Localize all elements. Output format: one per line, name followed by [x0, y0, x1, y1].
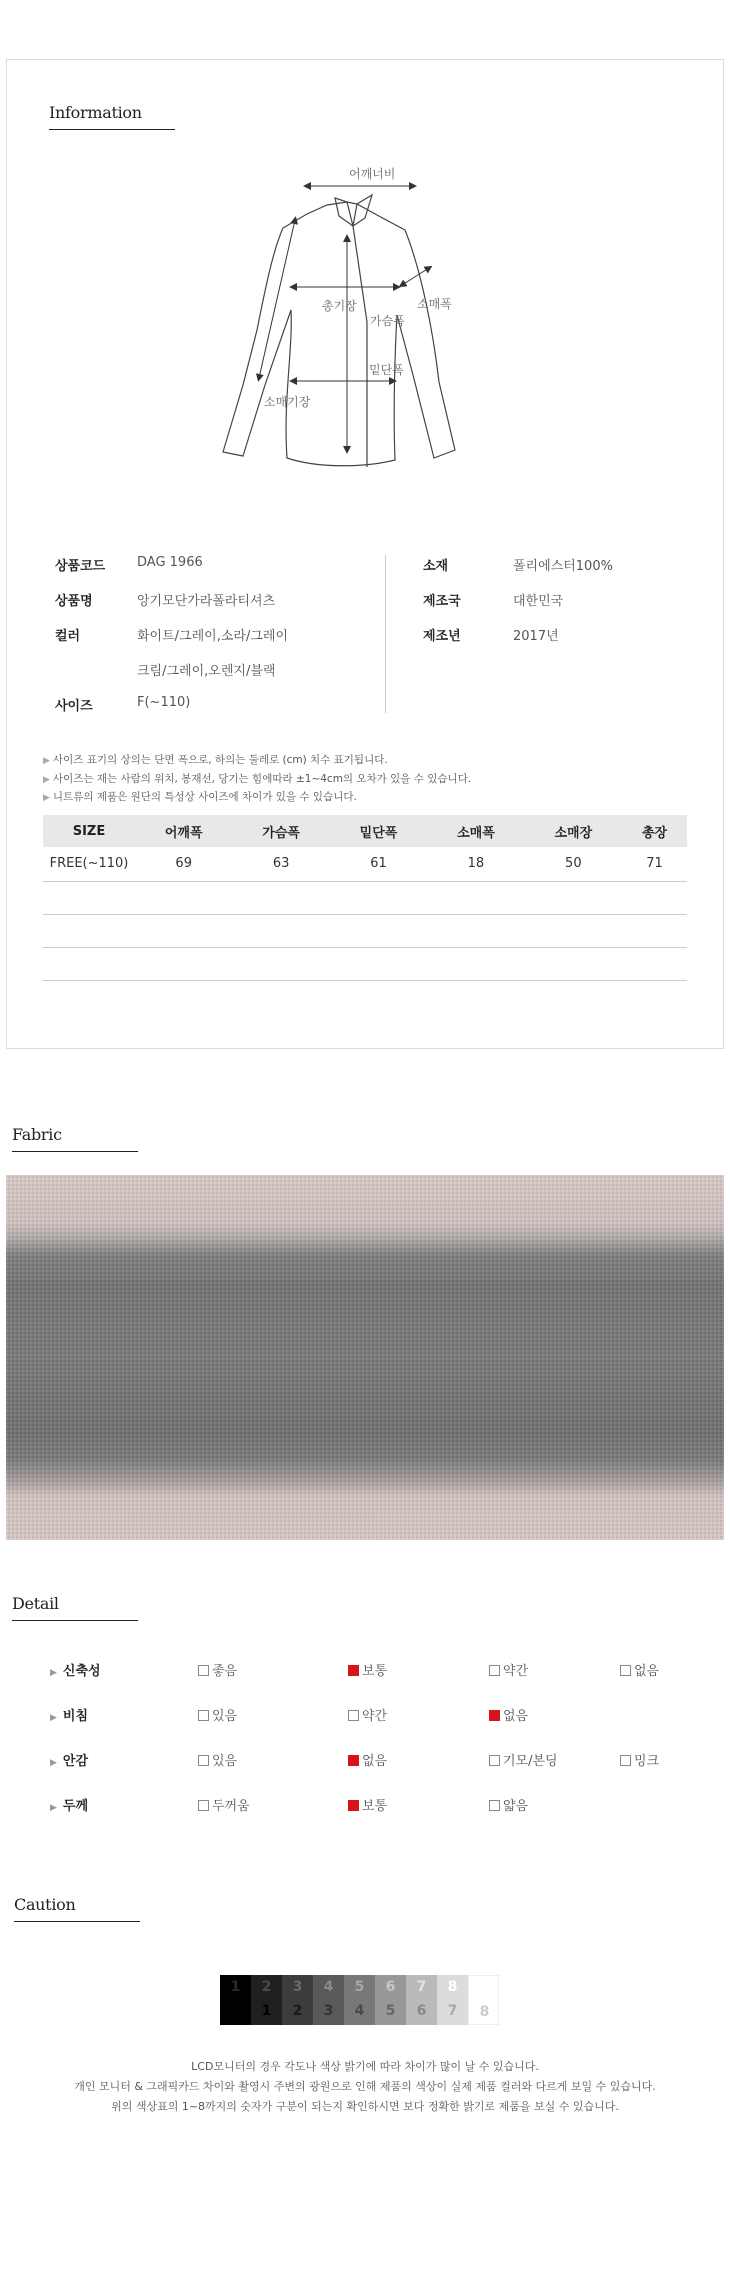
- triangle-bullet-icon: ▶: [50, 1713, 57, 1723]
- detail-key-label: 두께: [62, 1799, 89, 1814]
- option-label: 약간: [362, 1709, 388, 1724]
- triangle-bullet-icon: ▶: [43, 793, 50, 803]
- size-note-text: 사이즈는 재는 사람의 위치, 봉재선, 당기는 힘에따라 ±1~4cm의 오차가 있을 수 있습니다.: [52, 772, 472, 785]
- size-note: [43, 752, 471, 771]
- fabric-title: Fabric: [12, 1125, 62, 1144]
- swatch-top-number: 8: [447, 1979, 458, 1995]
- swatch-cell: [251, 1975, 282, 2025]
- swatch-bottom-number: 1: [261, 2003, 272, 2019]
- size-table: [43, 815, 687, 981]
- header-cell: 밑단폭: [330, 815, 427, 847]
- information-section: [6, 59, 724, 1049]
- option-label: 기모/본딩: [503, 1754, 558, 1769]
- swatch-bottom-number: 3: [323, 2003, 334, 2019]
- header-cell: 총장: [622, 815, 687, 847]
- spec-list-right: [423, 555, 683, 660]
- swatch-cell: [344, 1975, 375, 2025]
- checkbox-icon: [620, 1665, 631, 1676]
- spec-row: [55, 590, 385, 625]
- swatch-bottom-number: 4: [354, 2003, 365, 2019]
- detail-option: [489, 1705, 528, 1724]
- checked-box-icon: [489, 1710, 500, 1721]
- checkbox-icon: [198, 1665, 209, 1676]
- spec-key: 소재: [423, 559, 449, 574]
- triangle-bullet-icon: ▶: [50, 1758, 57, 1768]
- checkbox-icon: [620, 1755, 631, 1766]
- table-cell: 18: [427, 847, 524, 881]
- header-cell: 가슴폭: [232, 815, 329, 847]
- empty-table-row: [43, 881, 687, 914]
- checked-box-icon: [348, 1755, 359, 1766]
- detail-option: [348, 1660, 387, 1679]
- dim-sleeve-length: 소매기장: [264, 395, 311, 409]
- spec-key: 상품명: [55, 594, 93, 609]
- checkbox-icon: [489, 1755, 500, 1766]
- swatch-top-number: 6: [385, 1979, 396, 1995]
- detail-option: [489, 1660, 528, 1679]
- dim-shoulder: 어깨너비: [349, 167, 396, 181]
- detail-key: [50, 1660, 101, 1679]
- size-note-text: 사이즈 표기의 상의는 단면 폭으로, 하의는 둘레로 (cm) 치수 표기됩니다.: [52, 754, 388, 766]
- spec-value: 2017년: [513, 629, 559, 644]
- spec-divider: [385, 555, 386, 713]
- option-label: 없음: [503, 1709, 529, 1724]
- shirt-measurement-diagram: [207, 160, 537, 490]
- option-label: 약간: [503, 1664, 529, 1679]
- empty-table-row: [43, 914, 687, 947]
- option-label: 없음: [362, 1754, 388, 1769]
- table-cell: 69: [135, 847, 232, 881]
- detail-option: [489, 1750, 558, 1769]
- swatch-cell: [313, 1975, 344, 2025]
- detail-option: [198, 1750, 237, 1769]
- swatch-bottom-number: 5: [385, 2003, 396, 2019]
- size-note-text: 니트류의 제품은 원단의 특성상 사이즈에 차이가 있을 수 있습니다.: [52, 791, 357, 803]
- swatch-top-number: 4: [323, 1979, 334, 1995]
- option-label: 보통: [362, 1664, 388, 1679]
- size-note: [43, 789, 471, 808]
- header-cell: 소매폭: [427, 815, 524, 847]
- swatch-bottom-number: 2: [292, 2003, 303, 2019]
- size-table-header: [43, 815, 687, 847]
- detail-key-label: 비침: [62, 1709, 89, 1724]
- spec-row: [423, 625, 683, 660]
- detail-key: [50, 1795, 88, 1814]
- caution-text: [0, 2057, 730, 2117]
- checked-box-icon: [348, 1800, 359, 1811]
- table-cell: 61: [330, 847, 427, 881]
- detail-row-sheer: [0, 1705, 730, 1725]
- swatch-cell: [406, 1975, 437, 2025]
- information-title: Information: [49, 103, 142, 122]
- caution-line: 위의 색상표의 1~8까지의 숫자가 구분이 되는지 확인하시면 보다 정확한 밝기로 제품을 보실 수 있습니다.: [111, 2100, 619, 2113]
- detail-option: [348, 1795, 387, 1814]
- spec-key: 컬러: [55, 629, 81, 644]
- table-cell: 71: [622, 847, 687, 881]
- detail-option: [198, 1705, 237, 1724]
- option-label: 없음: [634, 1664, 660, 1679]
- detail-key-label: 신축성: [62, 1664, 101, 1679]
- checkbox-icon: [348, 1710, 359, 1721]
- header-cell: 어깨폭: [135, 815, 232, 847]
- fabric-texture-image: [6, 1175, 724, 1540]
- detail-option: [489, 1795, 528, 1814]
- dim-sleeve-width: 소매폭: [417, 297, 452, 311]
- option-label: 보통: [362, 1799, 388, 1814]
- spec-key: 제조국: [423, 594, 461, 609]
- swatch-top-number: 5: [354, 1979, 365, 1995]
- checked-box-icon: [348, 1665, 359, 1676]
- checkbox-icon: [198, 1710, 209, 1721]
- detail-option: [620, 1660, 659, 1679]
- spec-key: 사이즈: [55, 699, 93, 714]
- swatch-top-number: 3: [292, 1979, 303, 1995]
- checkbox-icon: [489, 1800, 500, 1811]
- detail-row-thickness: [0, 1795, 730, 1815]
- detail-option: [348, 1750, 387, 1769]
- shirt-outline: [223, 195, 455, 467]
- spec-value: F(~110): [137, 695, 191, 710]
- swatch-cell: [220, 1975, 251, 2025]
- detail-option: [620, 1750, 659, 1769]
- swatch-cell: [375, 1975, 406, 2025]
- spec-value: 크림/그레이,오렌지/블랙: [137, 664, 276, 679]
- swatch-cell: [282, 1975, 313, 2025]
- size-note: [43, 771, 471, 790]
- swatch-cell: [437, 1975, 468, 2025]
- caution-line: 개인 모니터 & 그래픽카드 차이와 촬영시 주변의 광원으로 인해 제품의 색상이 실제 제품 컬러와 다르게 보일 수 있습니다.: [74, 2080, 656, 2093]
- triangle-bullet-icon: ▶: [43, 756, 50, 766]
- option-label: 좋음: [212, 1664, 238, 1679]
- swatch-top-number: 7: [416, 1979, 427, 1995]
- table-row: [43, 847, 687, 881]
- spec-list-left: [55, 555, 385, 730]
- triangle-bullet-icon: ▶: [50, 1668, 57, 1678]
- checkbox-icon: [489, 1665, 500, 1676]
- detail-option: [198, 1795, 250, 1814]
- swatch-bottom-number: 8: [479, 2004, 490, 2020]
- brightness-swatch: [220, 1975, 499, 2025]
- spec-value: 앙기모단가라폴라티셔츠: [137, 594, 276, 609]
- option-label: 밍크: [634, 1754, 660, 1769]
- table-cell: FREE(~110): [43, 847, 135, 881]
- dim-hem: 밑단폭: [369, 363, 404, 377]
- dim-chest: 가슴폭: [370, 314, 405, 328]
- triangle-bullet-icon: ▶: [43, 774, 50, 785]
- detail-title: Detail: [12, 1594, 59, 1613]
- detail-key: [50, 1750, 88, 1769]
- option-label: 있음: [212, 1709, 238, 1724]
- dim-total-length: 총기장: [322, 299, 357, 313]
- detail-key-label: 안감: [62, 1754, 89, 1769]
- spec-row: [55, 625, 385, 660]
- detail-key: [50, 1705, 88, 1724]
- header-cell: SIZE: [43, 815, 135, 847]
- swatch-top-number: 2: [261, 1979, 272, 1995]
- swatch-bottom-number: 7: [447, 2003, 458, 2019]
- spec-key: 제조년: [423, 629, 461, 644]
- spec-row: [55, 660, 385, 695]
- detail-option: [348, 1705, 387, 1724]
- swatch-cell: [468, 1975, 499, 2025]
- spec-value: 화이트/그레이,소라/그레이: [137, 629, 289, 644]
- caution-title: Caution: [14, 1895, 76, 1914]
- size-notes: [43, 752, 471, 808]
- triangle-bullet-icon: ▶: [50, 1803, 57, 1813]
- option-label: 두꺼움: [212, 1799, 250, 1814]
- option-label: 얇음: [503, 1799, 529, 1814]
- spec-key: 상품코드: [55, 559, 106, 574]
- spec-value: DAG 1966: [137, 555, 203, 570]
- table-cell: 63: [232, 847, 329, 881]
- spec-row: [55, 555, 385, 590]
- spec-value: 폴리에스터100%: [513, 559, 613, 574]
- swatch-top-number: 1: [230, 1979, 241, 1995]
- checkbox-icon: [198, 1800, 209, 1811]
- checkbox-icon: [198, 1755, 209, 1766]
- detail-row-lining: [0, 1750, 730, 1770]
- spec-row: [423, 555, 683, 590]
- swatch-bottom-number: 6: [416, 2003, 427, 2019]
- spec-row: [423, 590, 683, 625]
- option-label: 있음: [212, 1754, 238, 1769]
- detail-row-stretch: [0, 1660, 730, 1680]
- caution-line: LCD모니터의 경우 각도나 색상 밝기에 따라 차이가 많이 날 수 있습니다.: [191, 2060, 539, 2073]
- empty-table-row: [43, 947, 687, 980]
- spec-row: [55, 695, 385, 730]
- header-cell: 소매장: [525, 815, 622, 847]
- table-cell: 50: [525, 847, 622, 881]
- spec-value: 대한민국: [513, 594, 564, 609]
- detail-option: [198, 1660, 237, 1679]
